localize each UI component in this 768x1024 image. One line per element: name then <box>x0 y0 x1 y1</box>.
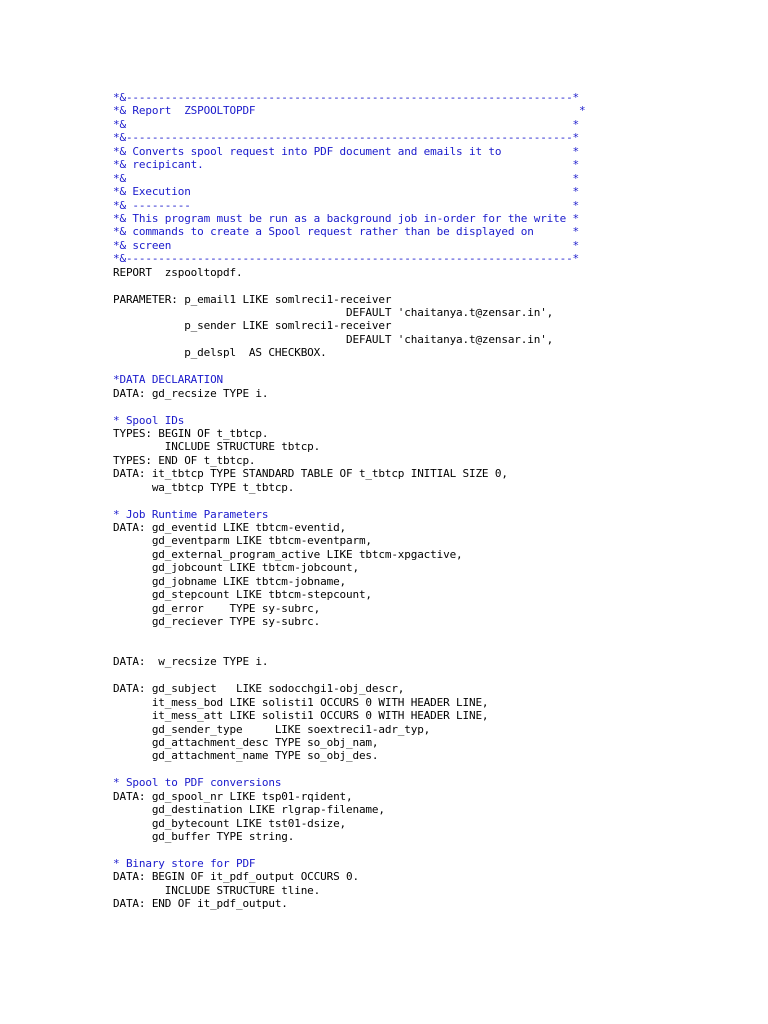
code-line: gd_stepcount LIKE tbtcm-stepcount, <box>113 588 372 602</box>
code-line: INCLUDE STRUCTURE tbtcp. <box>113 440 321 454</box>
code-line: gd_destination LIKE rlgrap-filename, <box>113 803 385 817</box>
code-line: gd_external_program_active LIKE tbtcm-xpgactive, <box>113 547 463 561</box>
code-listing <box>113 91 713 911</box>
code-line: PARAMETER: p_email1 LIKE somlreci1-receiver <box>113 292 392 306</box>
code-line <box>113 763 713 776</box>
code-line: it_mess_att LIKE solisti1 OCCURS 0 WITH HEADER LINE, <box>113 709 489 723</box>
code-comment-line: *DATA DECLARATION <box>113 373 224 387</box>
code-line: TYPES: BEGIN OF t_tbtcp. <box>113 426 269 440</box>
code-line: DEFAULT 'chaitanya.t@zensar.in', <box>113 332 554 346</box>
code-line: DATA: gd_subject LIKE sodocchgi1-obj_descr, <box>113 682 405 696</box>
code-line <box>113 279 713 292</box>
code-comment-line: *& Report ZSPOOLTOPDF * <box>113 104 586 118</box>
code-line: p_delspl AS CHECKBOX. <box>113 346 327 360</box>
code-comment-line: *& --------- * <box>113 198 580 212</box>
code-comment-line: *& Converts spool request into PDF document and emails it to * <box>113 144 580 158</box>
code-line <box>113 642 713 655</box>
code-comment-line: * Binary store for PDF <box>113 856 256 870</box>
code-comment-line: *& commands to create a Spool request rather than be displayed on * <box>113 225 580 239</box>
code-line: DATA: gd_eventid LIKE tbtcm-eventid, <box>113 521 347 534</box>
code-comment-line: *& recipicant. * <box>113 158 580 172</box>
code-line: gd_attachment_desc TYPE so_obj_nam, <box>113 736 379 749</box>
code-comment-line: *&---------------------------------------------------------------------* <box>113 131 580 145</box>
code-line: INCLUDE STRUCTURE tline. <box>113 883 321 897</box>
code-line: wa_tbtcp TYPE t_tbtcp. <box>113 480 295 494</box>
code-comment-line: *&---------------------------------------------------------------------* <box>113 252 580 266</box>
code-comment-line: *& screen * <box>113 238 580 252</box>
code-line: gd_attachment_name TYPE so_obj_des. <box>113 749 379 763</box>
code-line: DEFAULT 'chaitanya.t@zensar.in', <box>113 306 554 319</box>
code-line: gd_bytecount LIKE tst01-dsize, <box>113 816 347 830</box>
code-line <box>113 629 713 642</box>
code-line: p_sender LIKE somlreci1-receiver <box>113 319 392 333</box>
code-line: gd_sender_type LIKE soextreci1-adr_typ, <box>113 722 431 736</box>
code-line: DATA: gd_recsize TYPE i. <box>113 386 269 400</box>
code-line: it_mess_bod LIKE solisti1 OCCURS 0 WITH HEADER LINE, <box>113 695 489 709</box>
code-line: DATA: BEGIN OF it_pdf_output OCCURS 0. <box>113 870 359 884</box>
code-line: REPORT zspooltopdf. <box>113 265 243 279</box>
code-line <box>113 360 713 373</box>
code-line: gd_eventparm LIKE tbtcm-eventparm, <box>113 534 372 548</box>
code-comment-line: *& Execution * <box>113 185 580 199</box>
code-line: DATA: it_tbtcp TYPE STANDARD TABLE OF t_tbtcp INITIAL SIZE 0, <box>113 467 508 481</box>
code-comment-line: *& * <box>113 171 580 185</box>
code-line: DATA: gd_spool_nr LIKE tsp01-rqident, <box>113 789 353 803</box>
code-line: gd_error TYPE sy-subrc, <box>113 601 321 615</box>
code-comment-line: * Spool to PDF conversions <box>113 776 282 790</box>
code-comment-line: *& This program must be run as a background job in-order for the write * <box>113 211 580 225</box>
code-comment-line: *&---------------------------------------------------------------------* <box>113 91 580 104</box>
code-line: gd_jobname LIKE tbtcm-jobname, <box>113 574 347 588</box>
code-comment-line: *& * <box>113 117 580 131</box>
code-line: TYPES: END OF t_tbtcp. <box>113 453 256 467</box>
code-line: gd_reciever TYPE sy-subrc. <box>113 615 321 629</box>
code-line: gd_jobcount LIKE tbtcm-jobcount, <box>113 561 359 575</box>
code-line <box>113 494 713 507</box>
code-line: gd_buffer TYPE string. <box>113 830 295 844</box>
code-line <box>113 400 713 413</box>
code-line: DATA: END OF it_pdf_output. <box>113 897 288 911</box>
code-line <box>113 844 713 857</box>
code-comment-line: * Job Runtime Parameters <box>113 507 269 521</box>
code-line <box>113 669 713 682</box>
code-line: DATA: w_recsize TYPE i. <box>113 655 269 669</box>
code-comment-line: * Spool IDs <box>113 413 185 427</box>
